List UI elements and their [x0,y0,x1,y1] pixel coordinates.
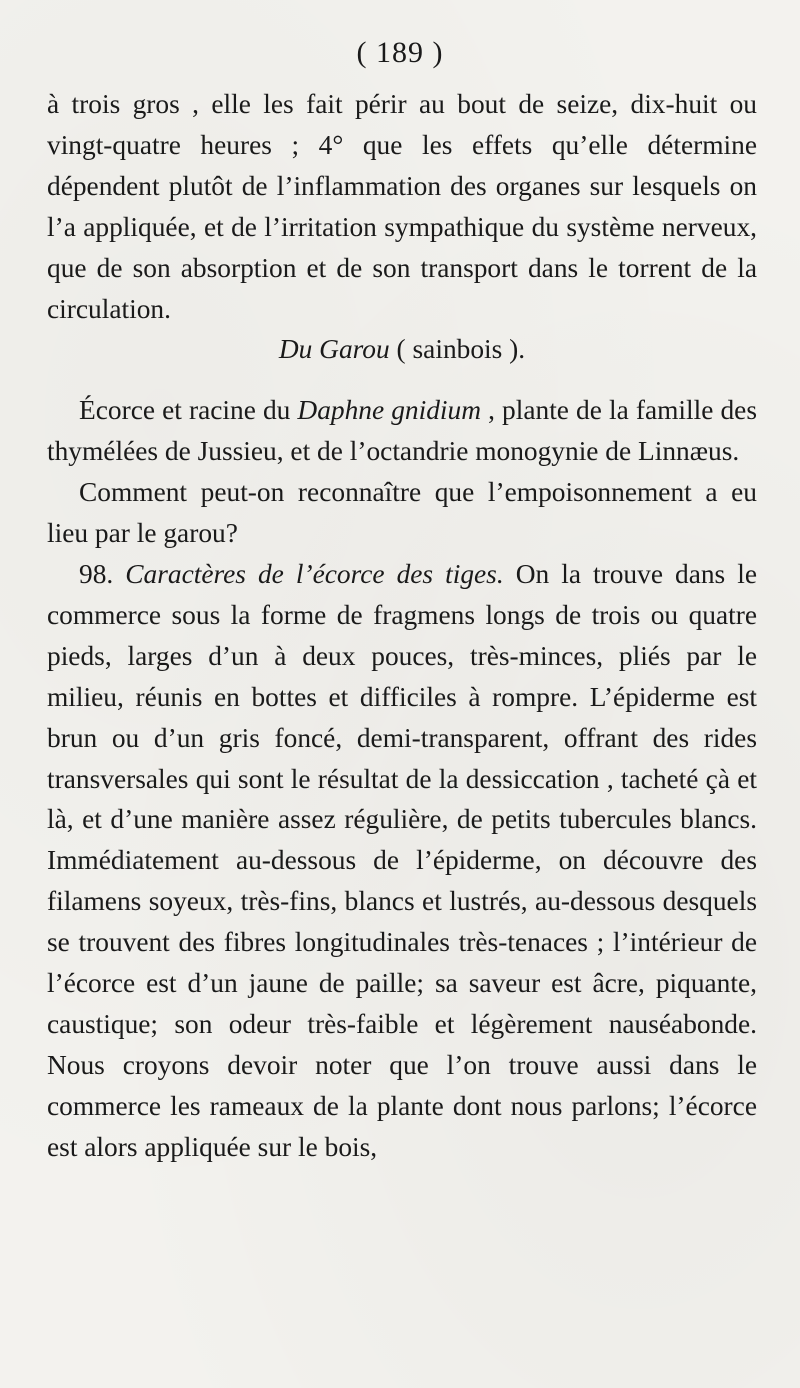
section-body: On la trouve dans le commerce sous la forme de fragmens longs de trois ou quatre pieds, larges d’un à deux pouces, très-minces, pliés par le milieu, réunis en bottes et difficiles à rompre. L’épiderme est brun ou d’un gris foncé, demi-transparent, offrant des rides transversales qui sont le résultat de la dessiccation , tacheté çà et là, et d’une manière assez régulière, de petits tubercules blancs. Immédiatement au-dessous de l’épiderme, on découvre des filamens soyeux, très-fins, blancs et lustrés, au-dessous desquels se trouvent des fibres longitudinales très-tenaces ; l’intérieur de l’écorce est d’un jaune de paille; sa saveur est âcre, piquante, caustique; son odeur très-faible et légèrement nauséabonde. Nous croyons devoir noter que l’on trouve aussi dans le commerce les rameaux de la plante dont nous parlons; l’écorce est alors appliquée sur le bois, [47,558,757,1162]
species-name: Daphne gnidium [297,395,482,426]
paragraph-question: Comment peut-on reconnaître que l’empoisonnement a eu lieu par le garou? [47,477,757,549]
paragraph-characters [47,554,757,1168]
paragraph-description [47,390,757,472]
description-end: , plante de la famille des thymélées de Jussieu, et de l’octandrie monogynie de Linnæus. [47,395,758,467]
description-start: Écorce et racine du [79,395,298,426]
section-number: 98. [79,558,126,589]
heading-title: Du Garou [278,334,390,365]
paragraph-continuation: à trois gros , elle les fait périr au bout de seize, dix-huit ou vingt-quatre heures ; 4° que les effets qu’elle détermine dépendent plutôt de l’inflammation des organes sur lesquels on l’a appliquée, et de l’irritation sympathique du système nerveux, que de son absorption et de son transport dans le torrent de la circulation. [47,89,757,324]
heading-subtitle: ( sainbois ). [389,334,526,365]
page-number: ( 189 ) [356,36,444,69]
body-text [47,84,757,1168]
section-title: Caractères de l’écorce des tiges. [125,558,504,589]
section-heading [47,329,757,370]
